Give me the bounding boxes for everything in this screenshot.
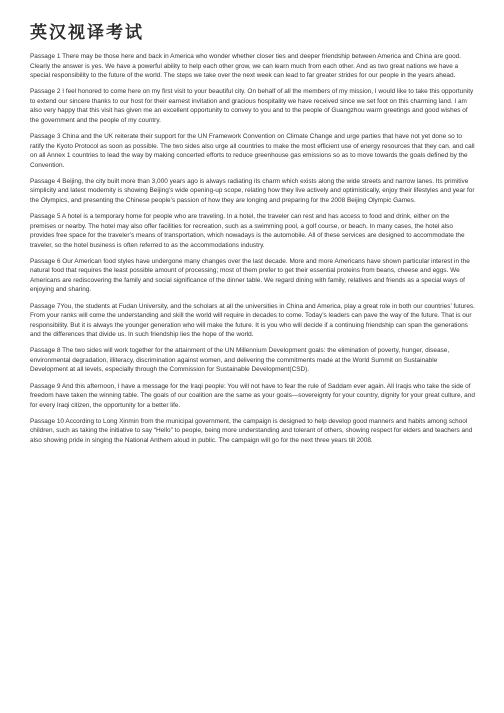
passage-10: Passage 10 According to Long Xinmin from the municipal government, the campaign is designed to help develop good manners and habits among school children, such as taking the initiative to say “Hello” to people, being more understanding and tolerant of others, showing respect for elders and teachers and also showing pride in singing the National Anthem aloud in public. The campaign will go for the next three years till 2008. — [30, 417, 473, 444]
passage-1: Passage 1 There may be those here and back in America who wonder whether closer ties and deeper friendship between America and China are good. Clearly the answer is yes. We have a powerful ability to help each other grow, we can learn much from each other. And as two great nations we have a special responsibility to the future of the world. The steps we take over the next week can lead to far greater strides for our people in the years ahead. — [30, 53, 462, 80]
passage-9: Passage 9 And this afternoon, I have a message for the Iraqi people: You will not have to fear the rule of Saddam ever again. All Iraqis who take the side of freedom have taken the winning table. The goals of our coalition are the same as your goals—sovereignty for your country, dignity for your great culture, and for every Iraqi citizen, the opportunity for a better life. — [30, 382, 475, 409]
passage-4: Passage 4 Beijing, the city built more than 3,000 years ago is always radiating its charm which exists along the wide streets and narrow lanes. Its primitive simplicity and latest modernity is showing Beijing’s wide opening-up scope, relating how they live actively and optimistically, enjoy their lifestyles and year for the Olympics, and presenting the Chinese people’s passion of how they are longing and preparing for the 2008 Beijing Olympic Games. — [30, 177, 475, 204]
passage-6: Passage 6 Our American food styles have undergone many changes over the last decade. More and more Americans have shown particular interest in the natural food that requires the least possible amount of processing; most of them prefer to get their essential proteins from beans, cheese and eggs. We Americans are rediscovering the family and social significance of the dinner table. We regard dining with family, relatives and friends as a special ways of enjoying and sharing. — [30, 257, 470, 294]
passage-5: Passage 5 A hotel is a temporary home for people who are traveling. In a hotel, the traveler can rest and has access to food and drink, either on the premises or nearby. The hotel may also offer facilities for recreation, such as a swimming pool, a golf course, or beach. In many cases, the hotel also provides free space for the traveler’s means of transportation, which nowadays is the automobile. All of these services are designed to accommodate the traveler, so the hotel business is often referred to as the accommodations industry. — [30, 213, 465, 249]
document-title: 英汉视译考试 — [30, 23, 144, 43]
passage-list — [30, 52, 476, 445]
passage-7: Passage 7You, the students at Fudan University, and the scholars at all the universities in China and America, play a great role in both our countries’ futures. From your ranks will come the understanding and skill the world will require in decades to come. Today’s leaders can pave the way of the future. That is our responsibility. But it is always the younger generation who will make the future. It is you who will decide if a continuing friendship can span the generations and the differences that divide us. In such friendship lies the hope of the world. — [30, 302, 475, 339]
passage-8: Passage 8 The two sides will work together for the attainment of the UN Millennium Development goals: the elimination of poverty, hunger, disease, environmental degradation, illiteracy, discrimination against women, and delivering the commitments made at the World Summit on Sustainable Development at all levels, especially through the Commission for Sustainable Development(CSD). — [30, 347, 450, 374]
passage-3: Passage 3 China and the UK reiterate their support for the UN Framework Convention on Climate Change and urge parties that have not yet done so to ratify the Kyoto Protocol as soon as possible. The two sides also urge all countries to make the most efficient use of energy resources that they can. and call on all Annex 1 countries to lead the way by making concerted efforts to reduce greenhouse gas emissions so as to move towards the goals defined by the Convention. — [30, 133, 475, 169]
passage-2: Passage 2 I feel honored to come here on my first visit to your beautiful city. On behalf of all the members of my mission, I would like to take this opportunity to extend our sincere thanks to our host for their earnest invitation and gracious hospitality we have received since we set foot on this charming land. I am also very happy that this visit has given me an excellent opportunity to convey to you and to the people of Guangzhou warm greetings and good wishes of the government and the people of my country. — [30, 88, 474, 124]
